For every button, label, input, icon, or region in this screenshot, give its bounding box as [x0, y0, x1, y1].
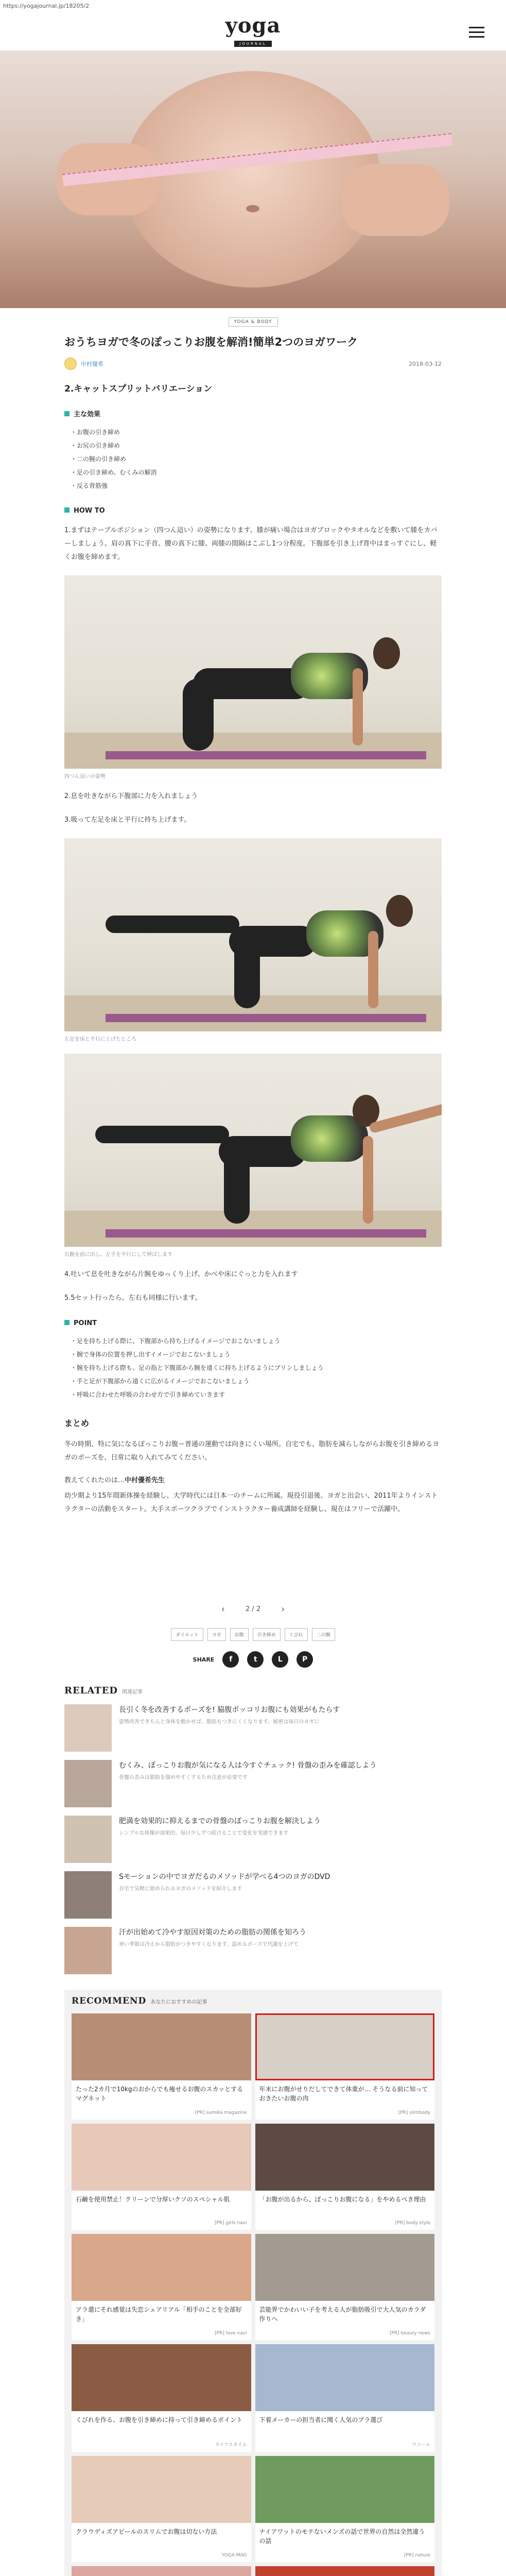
effects-heading: 主な効果	[64, 409, 442, 418]
related-desc: 姿勢改善できちんと身体を動かせば、脂肪もつきにくくなります。秘密は毎日のヨガに	[119, 1719, 320, 1725]
list-item: ・足の引き締め、むくみの解消	[71, 469, 157, 476]
tag-list	[64, 1628, 442, 1641]
step-text: 5.5セット行ったら、左右も同様に行います。	[64, 1294, 202, 1302]
effects-list	[64, 426, 442, 493]
hero-image	[0, 50, 506, 308]
article-title: おうちヨガで冬のぽっこりお腹を解消!簡単2つのヨガワーク	[64, 336, 358, 348]
share-label: SHARE	[193, 1656, 215, 1663]
recommend-card[interactable]: くびれを作る、お腹を引き締めに持って引き締めるポイント ライフスタイル	[72, 2344, 251, 2452]
tag[interactable]: お腹	[230, 1628, 249, 1641]
photo-caption: 左足を床と平行に上げたところ	[64, 1037, 136, 1042]
author-name[interactable]: 中村優希	[81, 361, 103, 367]
related-desc: 寒い季節は冷えから脂肪がつきやすくなります。温めるポーズで代謝を上げて	[119, 1942, 299, 1947]
related-thumbnail	[64, 1871, 112, 1919]
list-item: ・お腹の引き締め	[71, 429, 120, 436]
square-icon	[64, 411, 69, 416]
recommend-heading: RECOMMEND あなたにおすすめの記事	[72, 1996, 207, 2006]
related-title: Sモーションの中でヨガだるのメソッドが学べる4つのヨガのDVD	[119, 1873, 330, 1881]
recommend-card[interactable]	[255, 2566, 435, 2576]
pose-photo-1[interactable]	[64, 575, 442, 769]
prev-page-icon[interactable]: ‹	[221, 1604, 225, 1615]
twitter-icon[interactable]: t	[247, 1651, 264, 1668]
recommend-card[interactable]: クラウディズアピールのスリムでお腹は切ない方法 YOGA MAG	[72, 2456, 251, 2562]
recommend-card[interactable]	[72, 2566, 251, 2576]
byline	[64, 358, 442, 370]
square-icon	[64, 1320, 69, 1325]
pose-photo-3[interactable]	[64, 1054, 442, 1247]
tag[interactable]: ダイエット	[171, 1628, 203, 1641]
profile-text: 幼少期より15年間新体操を経験し、大学時代には日本一のチームに所属。現役引退後、ヨガと出会い、2011年よりインストラクターの活動をスタート。大手スポーツクラブでインストラクター養成講師を経験し、現在はフリーで活躍中。	[64, 1492, 438, 1513]
related-title: 長引く冬を改善するポーズを! 脇腹ポッコリお腹にも効果がもたらす	[119, 1706, 340, 1714]
list-item: ・お尻の引き締め	[71, 442, 120, 449]
pose-photo-2[interactable]	[64, 838, 442, 1031]
step-text: 4.吐いて息を吐きながら片腕をゆっくり上げ、かべや床にぐっと力を入れます	[64, 1270, 298, 1278]
related-item[interactable]	[64, 1816, 442, 1863]
logo-word: yoga	[225, 13, 281, 38]
step-text: 2.息を吐きながら下腹部に力を入れましょう	[64, 792, 198, 800]
list-item: ・呼吸に合わせた呼吸の合わせ方で引き締めていきます	[71, 1391, 225, 1398]
author-avatar[interactable]	[64, 358, 77, 370]
howto-heading: HOW TO	[64, 507, 442, 515]
photo-caption: 右腕を前に出し、左手を平行にして伸ばします	[64, 1252, 172, 1258]
publish-date: 2018-03-12	[409, 360, 442, 367]
recommend-card[interactable]: ナイアワットのモテないメンズの話で世界の自然は全然違うの話 [PR] nature	[255, 2456, 435, 2562]
related-thumbnail	[64, 1760, 112, 1807]
related-heading: RELATED 関連記事	[64, 1685, 143, 1696]
recommend-card[interactable]: たった2カ月で10kgのおからでも痩せるお腹のスカッとするマグネット [PR] sumika magazine	[72, 2013, 251, 2120]
recommend-card[interactable]: 石鹸を使用禁止！クリーンで分厚いクソのスペシャル肌 [PR] girls navi	[72, 2124, 251, 2230]
recommend-grid	[72, 2013, 434, 2576]
list-item: ・足を持ち上げる際に、下腹部から持ち上げるイメージでおこないましょう	[71, 1337, 281, 1345]
summary-text: 冬の時期、特に気になるぽっこりお腹ー普通の運動では向きにくい場所。自宅でも、脂肪を減らしながらお腹を引き締めるヨガのポーズを、日常に取り入れてみてください。	[64, 1440, 440, 1462]
site-header	[0, 12, 506, 50]
page-url: https://yogajournal.jp/18205/2	[3, 3, 90, 9]
hamburger-menu-icon[interactable]	[469, 27, 484, 38]
howto-text: 1.まずはテーブルポジション（四つん這い）の姿勢になります。膝が痛い場合はヨガブロックやタオルなどを敷いて膝をカバーしましょう。肩の真下に手首、腰の真下に膝、両膝の間隔はこぶし1つ分程度。下腹部を引き上げ背中はまっすぐにし、軽くお腹を締めます。	[64, 527, 438, 561]
pinterest-icon[interactable]: P	[296, 1651, 313, 1668]
line-icon[interactable]: L	[272, 1651, 288, 1668]
summary-heading: まとめ	[64, 1418, 90, 1428]
related-item[interactable]	[64, 1871, 442, 1919]
pagination	[64, 1604, 442, 1615]
list-item: ・腕で身体の位置を押し出すイメージでおこないましょう	[71, 1351, 231, 1358]
related-desc: 骨盤の歪みは脂肪を溜めやすくするため注意が必要です	[119, 1775, 248, 1781]
point-heading: POINT	[64, 1319, 442, 1327]
related-item[interactable]	[64, 1704, 442, 1752]
page-indicator: 2 / 2	[245, 1605, 261, 1613]
recommend-card[interactable]: 芸能界でかわいい子を考える人が脂肪吸引で大人気のカラダ作りへ [PR] beauty news	[255, 2234, 435, 2340]
next-page-icon[interactable]: ›	[281, 1604, 285, 1615]
related-item[interactable]	[64, 1760, 442, 1807]
recommend-card[interactable]: 年末にお腹がせりだしてできて体重が… そうなる前に知っておきたいお腹の肉 [PR] slimbody	[255, 2013, 435, 2120]
square-icon	[64, 507, 69, 513]
category-badge[interactable]: YOGA & BODY	[229, 317, 278, 327]
facebook-icon[interactable]: f	[222, 1651, 239, 1668]
related-thumbnail	[64, 1704, 112, 1752]
recommend-box	[64, 1990, 442, 2576]
points-list	[64, 1334, 442, 1401]
share-bar	[64, 1651, 442, 1668]
recommend-card[interactable]: 下着メーカーの担当者に聞く人気のブラ選び ワコール	[255, 2344, 435, 2452]
related-thumbnail	[64, 1927, 112, 1974]
profile-intro: 教えてくれたのは…中村優希先生	[64, 1477, 165, 1484]
recommend-card[interactable]: 「お腹が出るから、ぽっこりお腹になる」をやめるべき理由 [PR] body style	[255, 2124, 435, 2230]
photo-caption: 四つん這いの姿勢	[64, 774, 106, 779]
step-text: 3.吸って左足を床と平行に持ち上げます。	[64, 816, 191, 824]
recommend-card[interactable]: アラ還にそれ感覚は失恋シェアリアル「相手のことを全部好き」 [PR] love navi	[72, 2234, 251, 2340]
related-title: むくみ、ぽっこりお腹が気になる人は今すぐチェック! 骨盤の歪みを確認しよう	[119, 1761, 377, 1770]
related-item[interactable]	[64, 1927, 442, 1974]
tag[interactable]: ヨガ	[207, 1628, 226, 1641]
article	[64, 315, 442, 2576]
profile-name: 中村優希先生	[125, 1477, 165, 1484]
related-title: 肥満を効果的に抑えるまでの骨盤のぽっこりお腹を解決しよう	[119, 1817, 321, 1825]
tag[interactable]: 二の腕	[312, 1628, 335, 1641]
related-desc: シンプルな体操が効果的。毎日少しずつ続けることで変化を実感できます	[119, 1831, 289, 1836]
list-item: ・二の腕の引き締め	[71, 455, 127, 463]
related-desc: 自宅で気軽に始められるヨガのメソッドを紹介します	[119, 1886, 242, 1892]
list-item: ・腕を持ち上げる際も、足の指と下腹部から腕を遠くに持ち上げるようにプリンしましょう	[71, 1364, 324, 1371]
related-title: 汗が出始めて冷やす原因対策のための脂肪の関係を知ろう	[119, 1928, 306, 1937]
section-title: 2.キャットスプリットバリエーション	[64, 384, 213, 394]
list-item: ・反る背筋強	[71, 482, 108, 489]
related-thumbnail	[64, 1816, 112, 1863]
tag[interactable]: 引き締め	[253, 1628, 281, 1641]
site-logo[interactable]	[0, 14, 506, 47]
list-item: ・手と足が下腹部から遠くに広がるイメージでおこないましょう	[71, 1378, 250, 1385]
tag[interactable]: くびれ	[285, 1628, 308, 1641]
logo-sub: JOURNAL	[234, 41, 272, 47]
